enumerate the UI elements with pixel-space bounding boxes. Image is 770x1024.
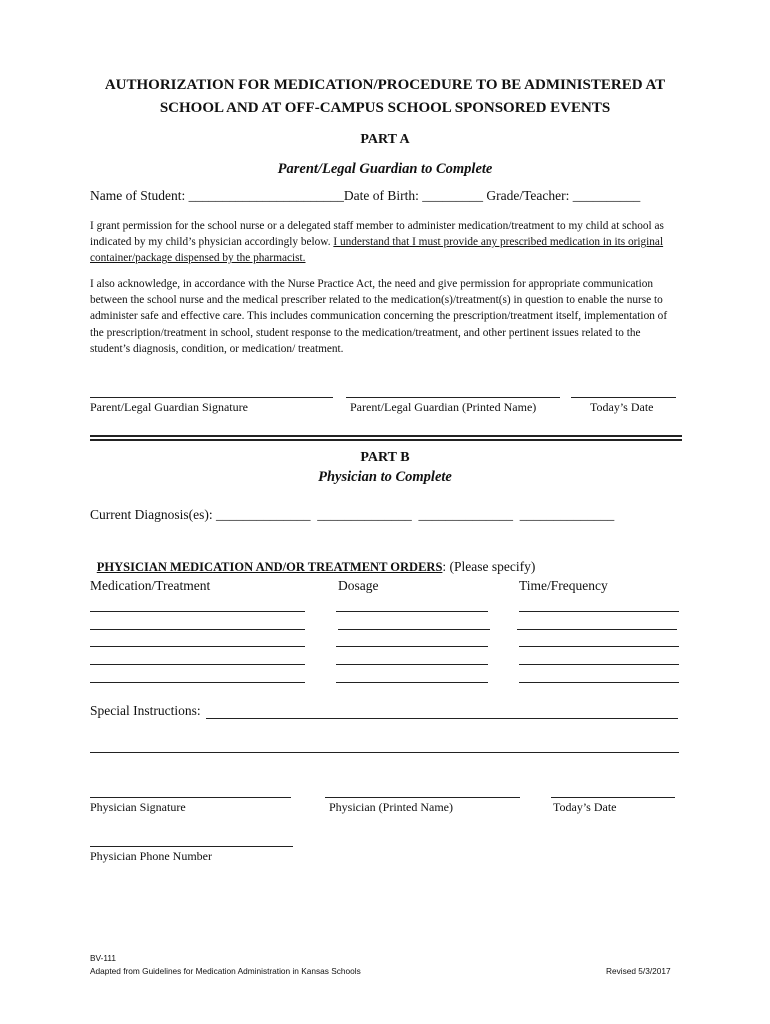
guardian-signature-line[interactable] [90,397,333,398]
acknowledgement-paragraph: I also acknowledge, in accordance with the Nurse Practice Act, the need and give permission for appropriate communication between the school nurse and the medical prescriber related to the medication(s)/treatment(s) in question to enable the nurse to administer safe and effective care. This includes communication concerning the prescription/treatment itself, implementation of the prescription/treatment in school, student response to the medication/treatment, and other pertinent issues related to the student’s diagnosis, condition, or medication/ treatment. [90,278,668,355]
physician-date-label: Today’s Date [553,800,617,814]
guardian-printed-name-label: Parent/Legal Guardian (Printed Name) [350,400,537,414]
orders-heading: PHYSICIAN MEDICATION AND/OR TREATMENT ORDERS [96,560,443,574]
physician-phone-line[interactable] [90,846,293,847]
section-divider-bottom [90,439,682,441]
time-field-1[interactable] [519,611,679,612]
physician-date-line[interactable] [551,797,675,798]
time-field-5[interactable] [519,682,679,683]
orders-heading-row [90,543,535,575]
form-title-line-1: AUTHORIZATION FOR MEDICATION/PROCEDURE TO BE ADMINISTERED AT [104,77,666,93]
medication-field-2[interactable] [90,629,305,630]
form-id: BV-111 [90,953,116,963]
part-a-heading: PART A [360,132,410,147]
medication-field-4[interactable] [90,664,305,665]
medication-field-1[interactable] [90,611,305,612]
special-instructions-field-1[interactable] [206,718,678,719]
section-divider-top [90,435,682,437]
guardian-date-label: Today’s Date [590,400,654,414]
dosage-field-5[interactable] [336,682,488,683]
dosage-field-4[interactable] [336,664,488,665]
part-a-subheading: Parent/Legal Guardian to Complete [277,161,493,177]
physician-phone-label: Physician Phone Number [90,849,212,863]
adapted-from-note: Adapted from Guidelines for Medication Administration in Kansas Schools [90,966,361,976]
orders-heading-suffix: : (Please specify) [442,559,536,574]
special-instructions-field-2[interactable] [90,752,679,753]
revised-date: Revised 5/3/2017 [606,966,671,976]
student-info-line[interactable]: Name of Student: _______________________Date of Birth: _________ Grade/Teacher: __________ [90,188,641,203]
permission-underlined-text: I understand that I must provide any prescribed medication in its original container/package dispensed by the pharmacist. [90,236,664,265]
physician-signature-line[interactable] [90,797,291,798]
permission-text: I grant permission for the school nurse or a delegated staff member to administer medication/treatment to my child at school as indicated by my child’s physician accordingly below. [90,220,664,249]
time-field-3[interactable] [519,646,679,647]
medication-field-3[interactable] [90,646,305,647]
dosage-field-3[interactable] [336,646,488,647]
dosage-field-1[interactable] [336,611,488,612]
dosage-field-2[interactable] [338,629,490,630]
medication-field-5[interactable] [90,682,305,683]
physician-printed-name-line[interactable] [325,797,520,798]
physician-signature-label: Physician Signature [90,800,186,814]
column-medication-header: Medication/Treatment [90,578,211,593]
time-field-2[interactable] [517,629,677,630]
part-b-subheading: Physician to Complete [318,469,452,485]
physician-printed-name-label: Physician (Printed Name) [329,800,453,814]
column-time-header: Time/Frequency [519,578,608,593]
permission-paragraph [90,218,680,267]
guardian-signature-label: Parent/Legal Guardian Signature [90,400,248,414]
guardian-date-line[interactable] [571,397,676,398]
form-title-line-2: SCHOOL AND AT OFF-CAMPUS SCHOOL SPONSORED EVENTS [159,100,611,116]
special-instructions-label: Special Instructions: [90,703,201,718]
time-field-4[interactable] [519,664,679,665]
diagnosis-line[interactable]: Current Diagnosis(es): ______________ ______________ ______________ ______________ [90,507,615,522]
part-b-heading: PART B [360,450,410,465]
guardian-printed-name-line[interactable] [346,397,560,398]
column-dosage-header: Dosage [338,578,379,593]
